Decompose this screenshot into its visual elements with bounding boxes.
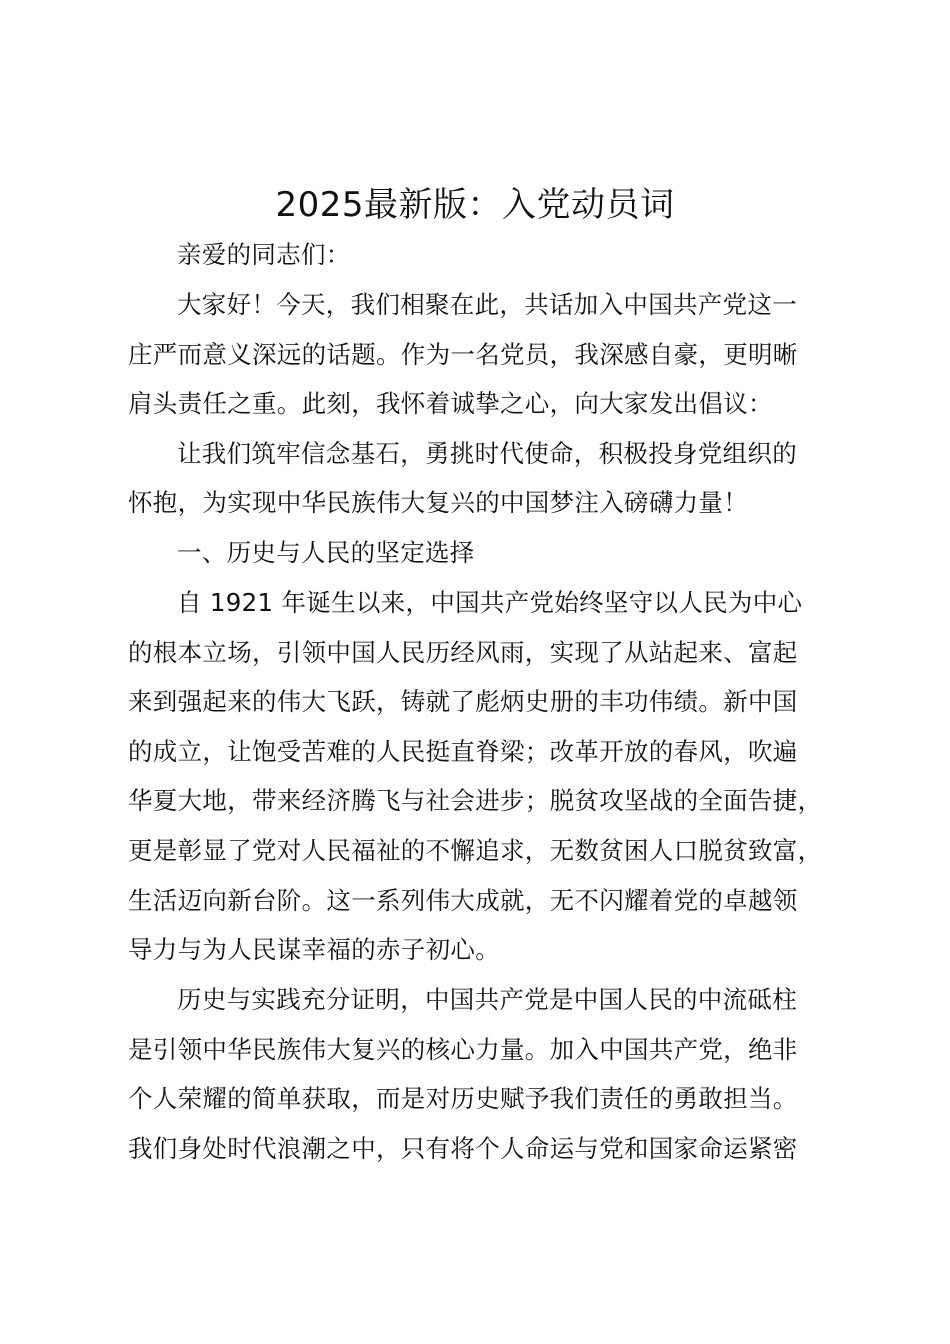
paragraph-line: 是引领中华民族伟大复兴的核心力量。加入中国共产党，绝非: [128, 1035, 798, 1064]
paragraph-line: 个人荣耀的简单获取，而是对历史赋予我们责任的勇敢担当。: [128, 1084, 798, 1113]
paragraph-line: 的成立，让饱受苦难的人民挺直脊梁；改革开放的春风，吹遍: [128, 737, 798, 766]
paragraph-line: 华夏大地，带来经济腾飞与社会进步；脱贫攻坚战的全面告捷，: [128, 786, 823, 815]
paragraph-line: 肩头责任之重。此刻，我怀着诚挚之心，向大家发出倡议：: [128, 389, 773, 418]
paragraph-line: 生活迈向新台阶。这一系列伟大成就，无不闪耀着党的卓越领: [128, 886, 798, 915]
paragraph-line: 怀抱，为实现中华民族伟大复兴的中国梦注入磅礴力量！: [128, 488, 748, 517]
paragraph-line: 的根本立场，引领中国人民历经风雨，实现了从站起来、富起: [128, 638, 798, 667]
paragraph-line: 导力与为人民谋幸福的赤子初心。: [128, 935, 500, 964]
paragraph-line: 庄严而意义深远的话题。作为一名党员，我深感自豪，更明晰: [128, 340, 798, 369]
paragraph-line: 来到强起来的伟大飞跃，铸就了彪炳史册的丰功伟绩。新中国: [128, 687, 798, 716]
paragraph-line: 让我们筑牢信念基石，勇挑时代使命，积极投身党组织的: [177, 439, 797, 468]
document-title: 2025最新版：入党动员词: [275, 185, 675, 225]
paragraph-line: 大家好！今天，我们相聚在此，共话加入中国共产党这一: [177, 290, 797, 319]
paragraph-line: 更是彰显了党对人民福祉的不懈追求，无数贫困人口脱贫致富，: [128, 836, 823, 865]
paragraph-line: 历史与实践充分证明，中国共产党是中国人民的中流砥柱: [177, 985, 797, 1014]
salutation-line: 亲爱的同志们：: [177, 240, 351, 269]
section-heading: 一、历史与人民的坚定选择: [177, 538, 475, 567]
paragraph-line: 自 1921 年诞生以来，中国共产党始终坚守以人民为中心: [177, 588, 803, 617]
paragraph-line: 我们身处时代浪潮之中，只有将个人命运与党和国家命运紧密: [128, 1134, 798, 1163]
